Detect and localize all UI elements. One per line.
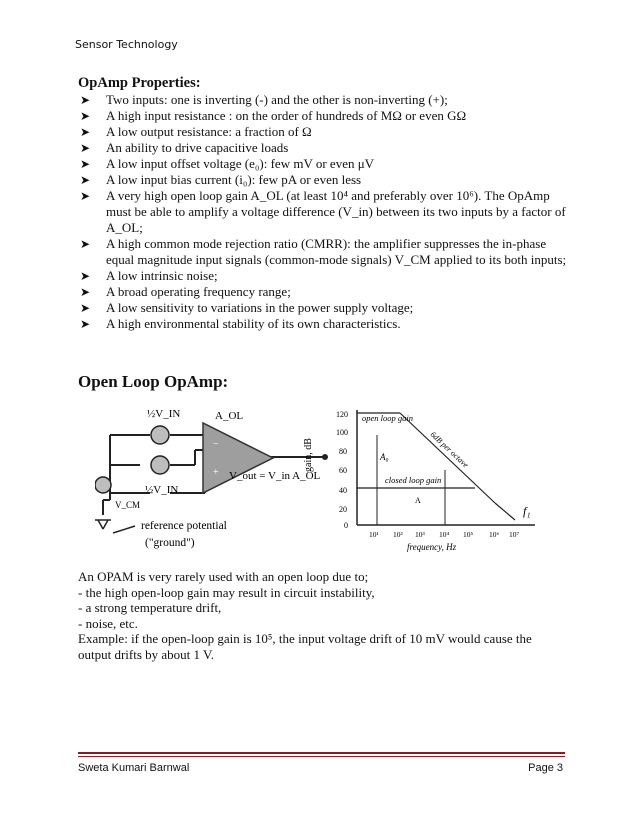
arrowhead-bullet-icon: ➤ [80,285,91,299]
reason-line: - a strong temperature drift, [78,600,222,615]
vin-half-label-top: ½V_IN [147,408,181,420]
a-label: A [415,496,421,505]
reference-label: reference potential [141,520,227,532]
example-text: Example: if the open-loop gain is 10⁵, the input voltage drift of 10 mV would cause the output drifts by about 1 V. [78,631,532,662]
ao-label: A₀ [380,452,389,462]
arrowhead-bullet-icon: ➤ [80,109,91,123]
output-formula: V_out = V_in A_OL [229,470,321,482]
list-item: ➤ A high input resistance : on the order of hundreds of MΩ or even GΩ [80,108,467,123]
y-tick-label: 100 [336,428,348,437]
list-item: ➤ A low input offset voltage (e₀): few mV or even μV [80,156,375,171]
y-tick-label: 40 [339,486,347,495]
x-tick-label: 10⁴ [439,530,450,539]
f1-label: f₁ [523,504,531,518]
list-item: ➤ A low input bias current (i₀): few pA or even less [80,172,362,187]
input-source-1 [151,426,169,444]
x-tick-label: 10² [393,530,403,539]
inverting-input-sign: − [213,439,219,450]
y-tick-label: 60 [339,466,347,475]
list-item: ➤ An ability to drive capacitive loads [80,140,289,155]
x-tick-label: 10⁷ [509,530,520,539]
output-terminal [322,454,328,460]
y-tick-label: 20 [339,505,347,514]
x-tick-label: 10⁶ [489,530,500,539]
list-item: ➤ A low intrinsic noise; [80,268,218,283]
footer-rule-thin [78,756,565,757]
reason-line: - the high open-loop gain may result in circuit instability, [78,584,375,600]
properties-heading: OpAmp Properties: [78,75,201,91]
arrowhead-bullet-icon: ➤ [80,173,91,187]
arrowhead-bullet-icon: ➤ [80,317,91,331]
open-loop-discussion [78,569,568,662]
reason-line: - noise, etc. [78,615,138,631]
arrowhead-bullet-icon: ➤ [80,125,91,139]
list-item: ➤ A very high open loop gain A_OL (at least 10⁴ and preferably over 10⁶). The OpAmp must be able to amplify a voltage difference (V_in) between its two inputs by a factor of A_OL; [80,188,566,235]
arrowhead-bullet-icon: ➤ [80,93,91,107]
intro-text: An OPAM is very rarely used with an open loop due to; [78,569,369,584]
vin-half-label-bottom: ½V_IN [145,484,179,496]
y-axis-label: gain, dB [303,438,314,472]
noninverting-input-sign: + [213,467,219,478]
list-item: ➤ A low output resistance: a fraction of Ω [80,124,312,139]
arrowhead-bullet-icon: ➤ [80,301,91,315]
gain-frequency-graph [303,410,535,552]
opamp-triangle [203,423,273,493]
y-tick-label: 80 [339,447,347,456]
footer-page-number: Page 3 [528,762,563,774]
ground-symbol [95,520,135,533]
vcm-label: V_CM [115,500,141,510]
arrowhead-bullet-icon: ➤ [80,141,91,155]
aol-label: A_OL [215,410,244,422]
ground-label: ("ground") [145,537,195,549]
arrowhead-bullet-icon: ➤ [80,189,91,203]
list-item: ➤ A high environmental stability of its own characteristics. [80,316,401,331]
x-tick-label: 10⁵ [463,530,474,539]
arrowhead-bullet-icon: ➤ [80,237,91,251]
arrowhead-bullet-icon: ➤ [80,269,91,283]
list-item: ➤ A high common mode rejection ratio (CMRR): the amplifier suppresses the in-phase equal magnitude input signals (common-mode signals) V_CM applied to its both inputs; [80,236,567,267]
properties-list [78,92,568,332]
open-loop-figure [95,405,545,565]
y-tick-label: 0 [344,521,348,530]
y-tick-label: 120 [336,410,348,419]
input-source-2 [151,456,169,474]
slope-label: 6dB per octave [428,429,471,470]
x-tick-label: 10¹ [369,530,379,539]
closed-loop-gain-label: closed loop gain [385,475,442,485]
running-header: Sensor Technology [75,38,178,51]
open-loop-gain-label: open loop gain [362,413,413,423]
list-item: ➤ Two inputs: one is inverting (-) and the other is non-inverting (+); [80,92,448,107]
list-item: ➤ A low sensitivity to variations in the power supply voltage; [80,300,414,315]
common-mode-source [95,477,111,493]
x-tick-label: 10³ [415,530,425,539]
open-loop-heading: Open Loop OpAmp: [78,372,229,391]
footer-author: Sweta Kumari Barnwal [78,762,190,774]
list-item: ➤ A broad operating frequency range; [80,284,291,299]
x-axis-label: frequency, Hz [407,542,457,552]
footer-rule [78,752,565,754]
arrowhead-bullet-icon: ➤ [80,157,91,171]
